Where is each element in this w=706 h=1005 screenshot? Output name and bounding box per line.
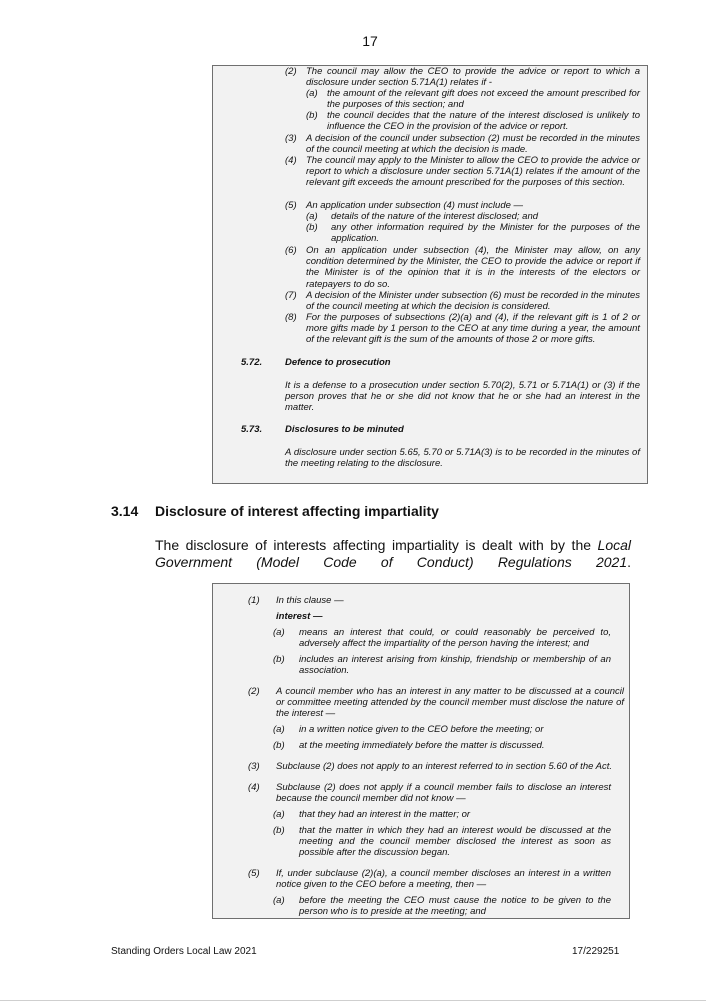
item-text: any other information required by the Minister for the purposes of the application. — [331, 222, 640, 245]
item-number: (b) — [306, 110, 318, 121]
item-number: (2) — [285, 66, 297, 77]
clause-number: (a) — [273, 895, 285, 906]
section-title: Disclosures to be minuted — [285, 424, 404, 435]
intro-paragraph — [155, 537, 631, 571]
clause-text: includes an interest arising from kinship, friendship or membership of an association. — [299, 654, 611, 677]
footer-document-reference: 17/229251 — [572, 946, 620, 957]
clause-text: Subclause (2) does not apply to an interest referred to in section 5.60 of the Act. — [276, 761, 613, 772]
item-text: A decision of the Minister under subsection (6) must be recorded in the minutes of the council meeting at which the decision is considered. — [306, 290, 640, 313]
clause-text: In this clause — — [276, 595, 344, 606]
clause-text: means an interest that could, or could reasonably be perceived to, adversely affect the impartiality of the person having the interest; and — [299, 627, 611, 650]
item-text: The council may apply to the Minister to allow the CEO to provide the advice or report to which a disclosure under section 5.71A(1) relates if the amount of the relevant gift exceeds the amount prescribed for the purposes of this section. — [306, 155, 640, 189]
clause-number: (1) — [248, 595, 260, 606]
clause-text: before the meeting the CEO must cause the notice to be given to the person who is to preside at the meeting; and — [299, 895, 611, 918]
section-text: A disclosure under section 5.65, 5.70 or 5.71A(3) is to be recorded in the minutes of the meeting relating to the disclosure. — [285, 447, 640, 470]
item-number: (a) — [306, 211, 318, 222]
clause-text: that they had an interest in the matter; or — [299, 809, 471, 820]
code-of-conduct-box — [212, 583, 630, 919]
clause-number: (a) — [273, 809, 285, 820]
item-number: (b) — [306, 222, 318, 233]
item-text: For the purposes of subsections (2)(a) and (4), if the relevant gift is 1 of 2 or more gifts made by 1 person to the CEO at any time during a year, the amount of the relevant gift is the sum of the amounts of those 2 or more gifts. — [306, 312, 640, 346]
item-number: (5) — [285, 200, 297, 211]
intro-title: Local Government (Model Code of Conduct) Regulations 2021 — [155, 537, 631, 570]
item-number: (3) — [285, 133, 297, 144]
item-text: the amount of the relevant gift does not exceed the amount prescribed for the purposes of this section; and — [327, 88, 640, 111]
clause-number: (b) — [273, 654, 285, 665]
clause-number: (2) — [248, 686, 260, 697]
item-number: (7) — [285, 290, 297, 301]
clause-text: Subclause (2) does not apply if a council member fails to disclose an interest because the council member did not know — — [276, 782, 611, 805]
clause-text: in a written notice given to the CEO before the meeting; or — [299, 724, 544, 735]
clause-text: that the matter in which they had an interest would be discussed at the meeting and the council member disclosed the interest as soon as possible after the discussion began. — [299, 825, 611, 859]
clause-number: (b) — [273, 740, 285, 751]
intro-text: The disclosure of interests affecting impartiality is dealt with by the — [155, 537, 592, 553]
clause-number: (4) — [248, 782, 260, 793]
footer-document-title: Standing Orders Local Law 2021 — [111, 946, 257, 957]
page-number: 17 — [362, 33, 378, 49]
act-extract-box — [212, 65, 648, 484]
heading-title: Disclosure of interest affecting impartiality — [155, 503, 439, 519]
item-text: An application under subsection (4) must include — — [306, 200, 524, 211]
item-text: The council may allow the CEO to provide the advice or report to which a disclosure under section 5.71A(1) relates if - — [306, 66, 640, 89]
clause-text: A council member who has an interest in any matter to be discussed at a council or committee meeting attended by the council member must disclose the nature of the interest — — [276, 686, 624, 720]
item-number: (6) — [285, 245, 297, 256]
item-text: On an application under subsection (4), the Minister may allow, on any condition determined by the Minister, the CEO to provide the advice or report if the Minister is of the opinion that it is in the interests of the electors or ratepayers to do so. — [306, 245, 640, 290]
clause-number: (5) — [248, 868, 260, 879]
section-number: 5.72. — [241, 357, 263, 368]
section-heading — [111, 503, 439, 519]
item-number: (4) — [285, 155, 297, 166]
section-number: 5.73. — [241, 424, 263, 435]
heading-number: 3.14 — [111, 503, 139, 519]
item-text: the council decides that the nature of the interest disclosed is unlikely to influence the CEO in the provision of the advice or report. — [327, 110, 640, 133]
item-number: (8) — [285, 312, 297, 323]
clause-number: (a) — [273, 627, 285, 638]
clause-text: If, under subclause (2)(a), a council member discloses an interest in a written notice given to the CEO before a meeting, then — — [276, 868, 611, 891]
item-text: details of the nature of the interest disclosed; and — [331, 211, 539, 222]
item-text: A decision of the council under subsection (2) must be recorded in the minutes of the council meeting at which the decision is made. — [306, 133, 640, 156]
clause-text: at the meeting immediately before the matter is discussed. — [299, 740, 545, 751]
clause-number: (3) — [248, 761, 260, 772]
intro-end: . — [627, 554, 631, 570]
section-title: Defence to prosecution — [285, 357, 391, 368]
clause-number: (b) — [273, 825, 285, 836]
item-number: (a) — [306, 88, 318, 99]
defined-term: interest — — [276, 611, 323, 622]
section-text: It is a defense to a prosecution under section 5.70(2), 5.71 or 5.71A(1) or (3) if the person proves that he or she did not know that he or she had an interest in the matter. — [285, 380, 640, 414]
page-bottom-rule — [0, 1000, 706, 1001]
clause-number: (a) — [273, 724, 285, 735]
